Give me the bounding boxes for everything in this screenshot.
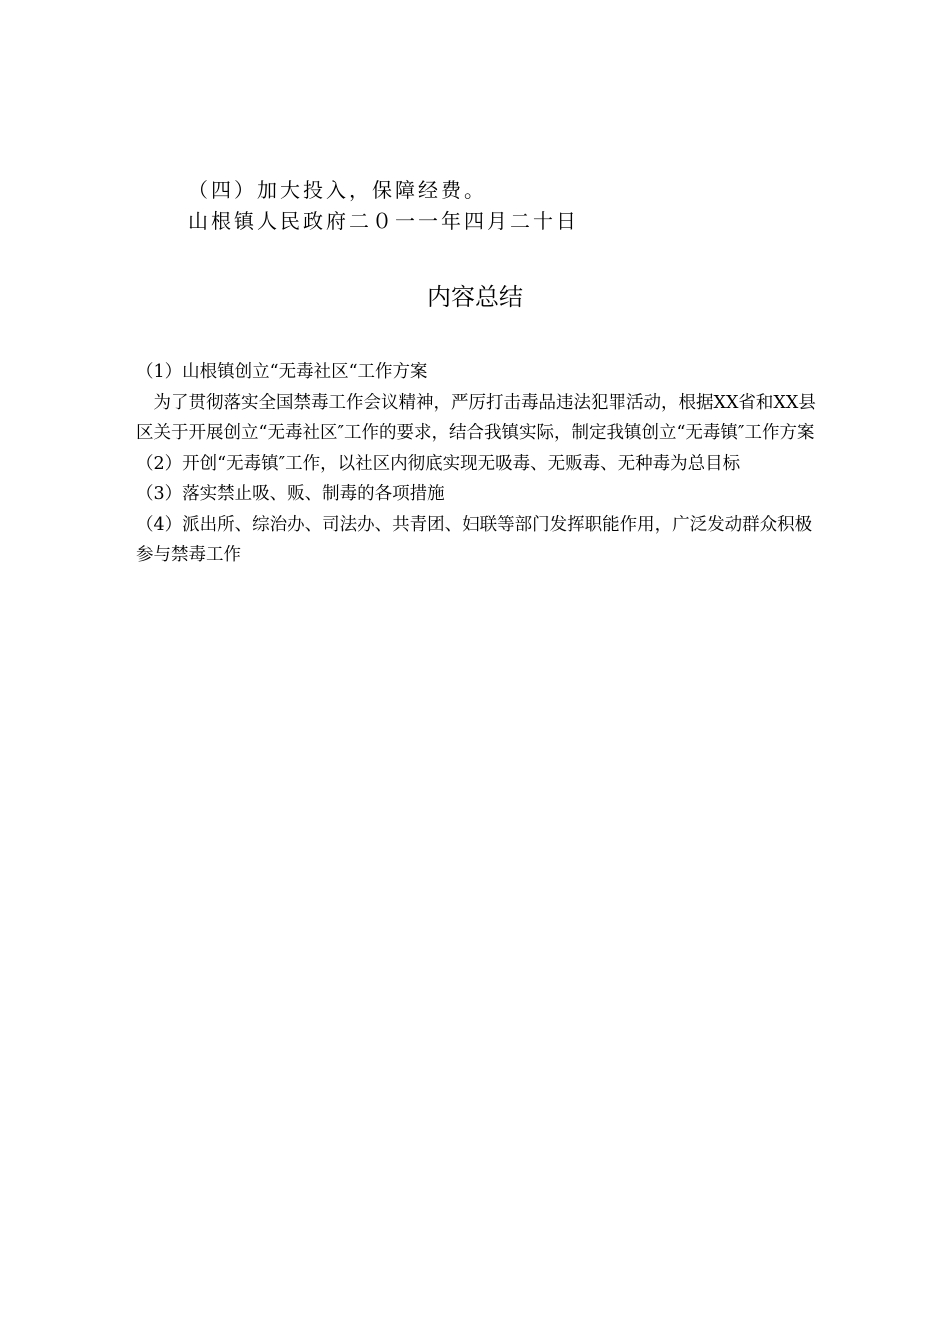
- section-heading-funding: （四）加大投入，保障经费。: [188, 178, 487, 202]
- signature-date-line: 山根镇人民政府二０一一年四月二十日: [188, 209, 579, 233]
- summary-paragraph: 为了贯彻落实全国禁毒工作会议精神，严厉打击毒品违法犯罪活动，根据XX省和XX县区关于开展创立“无毒社区″工作的要求，结合我镇实际，制定我镇创立“无毒镇″工作方案: [136, 392, 816, 443]
- summary-item-3: （3）落实禁止吸、贩、制毒的各项措施: [136, 484, 445, 504]
- summary-title: 内容总结: [427, 283, 523, 311]
- summary-body: [136, 357, 820, 571]
- summary-item-1: （1）山根镇创立“无毒社区“工作方案: [136, 362, 428, 382]
- summary-item-2: （2）开创“无毒镇″工作，以社区内彻底实现无吸毒、无贩毒、无种毒为总目标: [136, 453, 741, 474]
- summary-item-4: （4）派出所、综治办、司法办、共青团、妇联等部门发挥职能作用，广泛发动群众积极参与禁毒工作: [136, 514, 813, 565]
